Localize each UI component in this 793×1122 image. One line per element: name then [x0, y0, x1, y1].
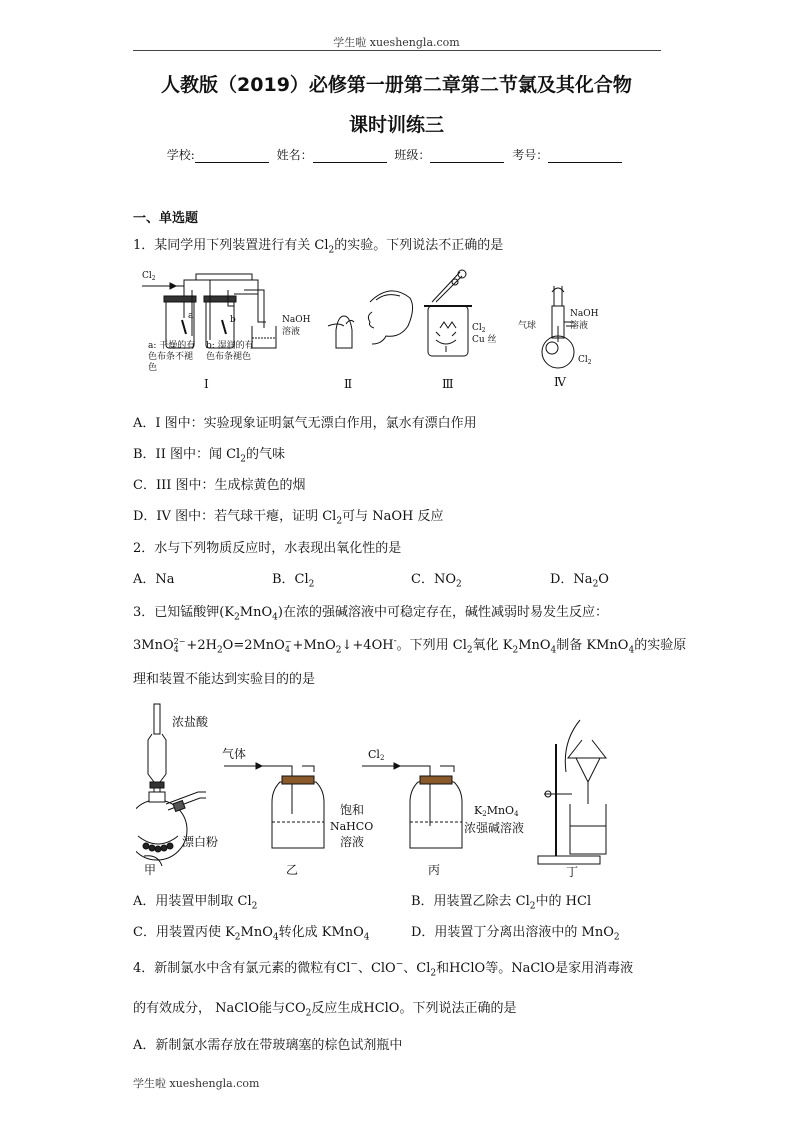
q3-option-d: D．用装置丁分离出溶液中的 MnO$_2$	[411, 925, 620, 943]
school-label: 学校:	[166, 148, 195, 162]
roman-4: Ⅳ	[554, 375, 566, 389]
school-field[interactable]	[195, 150, 269, 163]
nahco3-label-3: 溶液	[340, 835, 365, 849]
hcl-label: 浓盐酸	[172, 715, 209, 729]
nahco3-label-2: NaHCO	[330, 820, 374, 833]
caption-a-2: 色布条不褪	[148, 352, 194, 362]
q2-stem: 2．水与下列物质反应时，水表现出氧化性的是	[133, 541, 402, 556]
class-field[interactable]	[430, 150, 504, 163]
bleach-powder-label: 漂白粉	[182, 835, 219, 849]
name-field[interactable]	[313, 150, 387, 163]
q2-option-d: D．$Na_2O$	[550, 572, 609, 590]
q1-option-a: A．I 图中：实验现象证明氯气无漂白作用，氯水有漂白作用	[133, 416, 477, 431]
roman-1: Ⅰ	[204, 377, 209, 391]
q2-option-b: B．$Cl_2$	[272, 572, 315, 590]
q3-equation-line: 3MnO 2− 4 $+2H_2O=2MnO$ − 4 +MnO$_2$↓+4OH-。下列用 $Cl_2$氧化 $K_2MnO_4$制备 KMnO$_4$的实验原	[133, 636, 687, 656]
page-title: 人教版（2019）必修第一册第二章第二节氯及其化合物	[161, 74, 632, 96]
page-header: 学生啦 xueshengla.com	[333, 36, 460, 49]
student-info-line	[0, 146, 793, 163]
cu-wire-label: Cu 丝	[472, 335, 497, 345]
gas-label: 气体	[222, 747, 247, 761]
roman-3: Ⅲ	[442, 377, 454, 391]
label-ding: 丁	[566, 865, 579, 879]
caption-b-2: 色布条褪色	[206, 352, 252, 362]
q3-option-a: A．用装置甲制取 $Cl_2$	[133, 894, 258, 912]
roman-2: Ⅱ	[344, 377, 353, 391]
q1-stem: 1．某同学用下列装置进行有关 $Cl_2$的实验。下列说法不正确的是	[133, 238, 504, 256]
page-subtitle: 课时训练三	[348, 114, 444, 136]
q1-option-c: C．III 图中：生成棕黄色的烟	[133, 478, 306, 493]
label-yi: 乙	[286, 863, 299, 877]
label-b: b	[230, 315, 236, 325]
solution-label-4: 溶液	[570, 321, 589, 331]
number-field[interactable]	[548, 150, 622, 163]
q3-line-3: 理和装置不能达到实验目的的是	[133, 672, 316, 687]
label-jia: 甲	[144, 863, 157, 877]
q1-cl2-label-4: $Cl_2$	[578, 355, 592, 366]
naoh-label-1: NaOH	[282, 315, 311, 325]
name-label: 姓名：	[276, 148, 313, 162]
solution-label-1: 溶液	[282, 327, 301, 337]
alkali-solution-label: 浓强碱溶液	[464, 821, 525, 835]
caption-a-3: 色	[148, 363, 158, 373]
nahco3-label-1: 饱和	[340, 803, 365, 817]
q2-option-c: C．$NO_2$	[411, 572, 462, 590]
q4-line-2: 的有效成分， NaClO能与$CO_2$反应生成HClO。下列说法正确的是	[133, 1001, 517, 1019]
class-label: 班级：	[394, 148, 431, 162]
number-label: 考号：	[512, 148, 549, 162]
section-heading: 一、单选题	[133, 211, 199, 226]
page-footer: 学生啦 xueshengla.com	[133, 1077, 260, 1090]
q4-line-1: 4．新制氯水中含有氯元素的微粒有Cl−、ClO−、$Cl_2$和HClO等。NaClO是家用消毒液	[133, 959, 634, 979]
balloon-label: 气球	[518, 321, 537, 331]
q1-figure	[140, 266, 620, 396]
q2-option-a: A．Na	[133, 572, 175, 587]
caption-b-1: b: 湿润的有	[206, 341, 254, 351]
k2mno4-label: K2MnO4	[474, 804, 519, 818]
caption-a-1: a: 干燥的有	[148, 341, 196, 351]
q3-line-1: 3．已知锰酸钾$(K_2MnO_4)$在浓的强碱溶液中可稳定存在，碱性减弱时易发生反应：	[133, 605, 608, 623]
q1-cl2-label-3: $Cl_2$	[472, 323, 486, 334]
q4-option-a: A．新制氯水需存放在带玻璃塞的棕色试剂瓶中	[133, 1038, 403, 1053]
q3-option-c: C．用装置丙使 $K_2MnO_4$转化成 KMnO$_4$	[133, 925, 370, 943]
q1-cl2-label: $Cl_2$	[142, 271, 156, 282]
label-a: a	[188, 311, 194, 321]
q1-option-b: B．II 图中：闻 $Cl_2$的气味	[133, 447, 285, 465]
q3-option-b: B．用装置乙除去 $Cl_2$中的 HCl	[411, 894, 592, 912]
label-bing: 丙	[428, 863, 441, 877]
cl2-label: Cl2	[368, 748, 385, 762]
header-divider	[133, 50, 661, 51]
naoh-label-4: NaOH	[570, 309, 599, 319]
q3-figure	[136, 696, 616, 880]
q1-option-d: D．IV 图中：若气球干瘪，证明 $Cl_2$可与 NaOH 反应	[133, 509, 444, 527]
